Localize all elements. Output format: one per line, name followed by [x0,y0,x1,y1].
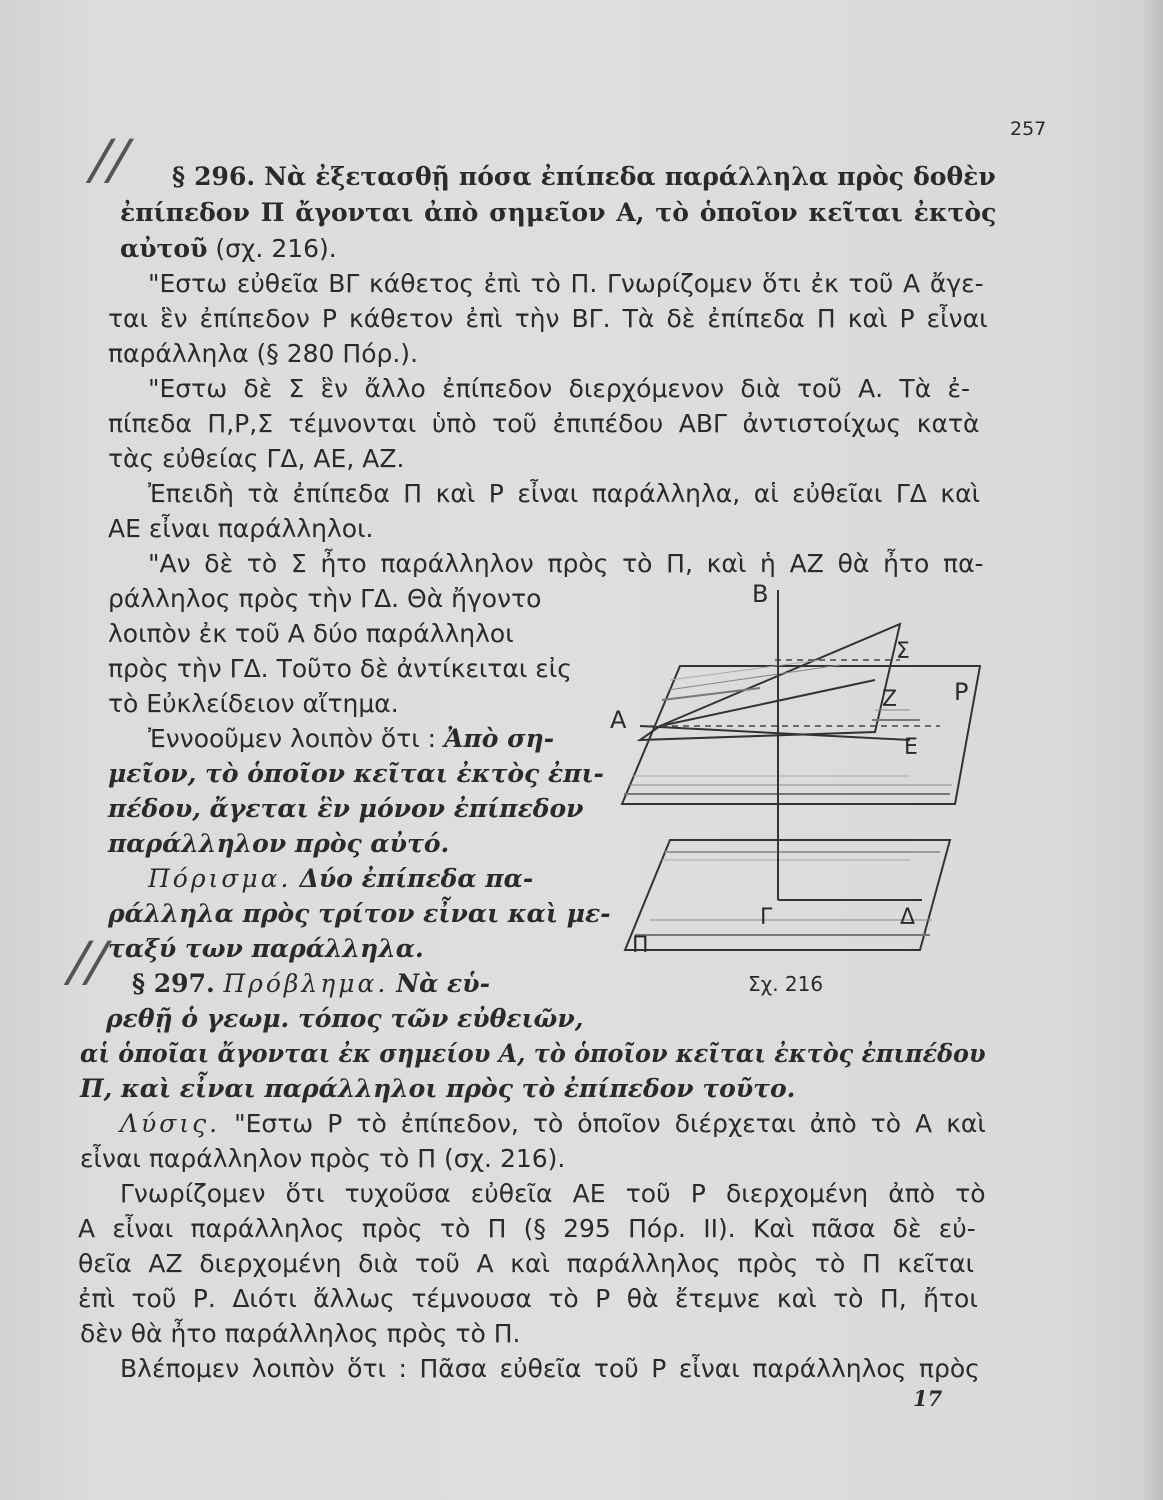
text-line [120,1352,980,1386]
text-segment: Ἐπειδὴ τὰ ἐπίπεδα Π καὶ Ρ εἶναι παράλληλα, αἱ εὐθεῖαι ΓΔ καὶ [148,479,981,508]
text-line [108,827,449,861]
footer-signature-number: 17 [913,1386,943,1411]
label-B: Β [752,580,769,608]
text-line [108,897,611,931]
text-segment: θεῖα ΑΖ διερχομένη διὰ τοῦ Α καὶ παράλληλος πρὸς τὸ Π κεῖται [78,1249,975,1278]
text-line [172,160,996,194]
margin-mark-1: // [83,128,137,191]
text-line [108,652,572,686]
text-segment: τὸ Εὐκλείδειον αἴτημα. [108,689,399,718]
text-line [120,232,337,266]
text-segment: ἐπίπεδον Π ἄγονται ἀπὸ σημεῖον Α, τὸ ὁποῖον κεῖται ἐκτὸς [120,198,997,227]
text-line [80,1317,520,1351]
text-segment: Νὰ εὑ- [396,969,490,998]
text-segment: παράλληλον πρὸς αὐτό. [108,829,450,858]
text-segment: παράλληλα (§ 280 Πόρ.). [108,339,419,368]
text-segment: ράλληλα πρὸς τρίτον εἶναι καὶ με- [108,899,611,928]
text-line [106,1002,583,1036]
label-G: Γ [760,905,773,930]
text-segment: πρὸς τὴν ΓΔ. Τοῦτο δὲ ἀντίκειται εἰς [108,654,572,683]
margin-mark-2: // [61,930,115,993]
text-line [108,617,514,651]
text-line [78,1282,978,1316]
text-segment: Πόρισμα. [148,864,292,893]
text-line [108,792,583,826]
text-segment: αἱ ὁποῖαι ἄγονται ἐκ σημείου Α, τὸ ὁποῖον κεῖται ἐκτὸς ἐπιπέδου [80,1039,986,1068]
text-segment: λοιπὸν ἐκ τοῦ Α δύο παράλληλοι [108,619,514,648]
text-segment: ρεθῇ ὁ γεωμ. τόπος τῶν εὐθειῶν, [106,1004,584,1033]
text-segment: Πρόβλημα. [223,969,389,998]
text-line [78,1247,974,1281]
text-segment: τὰς εὐθείας ΓΔ, ΑΕ, ΑΖ. [108,444,405,473]
label-S: Σ [896,639,910,664]
text-segment: ταξύ των παράλληλα. [108,934,424,963]
text-segment: "Αν δὲ τὸ Σ ἦτο παράλληλον πρὸς τὸ Π, καὶ ἡ ΑΖ θὰ ἦτο πα- [148,549,984,578]
text-segment: § 297. [132,969,224,998]
page-number: 257 [1010,118,1047,140]
text-segment: μεῖον, τὸ ὁποῖον κεῖται ἐκτὸς ἐπι- [108,759,604,788]
text-line [108,757,604,791]
label-D: Δ [900,905,916,930]
text-segment: "Εστω εὐθεῖα ΒΓ κάθετος ἐπὶ τὸ Π. Γνωρίζομεν ὅτι ἐκ τοῦ Α ἄγε- [148,269,984,298]
text-line [108,407,980,441]
text-segment: § 296. Νὰ ἐξετασθῇ πόσα ἐπίπεδα παράλληλα πρὸς δοθὲν [172,162,996,191]
label-Pi: Π [632,933,649,958]
text-segment: (σχ. 216). [207,234,337,263]
figure-caption: Σχ. 216 [748,972,824,996]
text-segment: Ἀπὸ ση- [444,724,555,753]
label-P: Ρ [954,678,969,706]
text-segment: Ἐννοοῦμεν λοιπὸν ὅτι : [148,724,445,753]
text-segment: ἐπὶ τοῦ Ρ. Διότι ἄλλως τέμνουσα τὸ Ρ θὰ ἔτεμνε καὶ τὸ Π, ἤτοι [78,1284,978,1313]
text-line [78,1212,976,1246]
text-line [80,1072,795,1106]
text-line [132,967,490,1001]
text-segment: Α εἶναι παράλληλος πρὸς τὸ Π (§ 295 Πόρ. ΙΙ). Καὶ πᾶσα δὲ εὐ- [78,1214,976,1243]
label-E: Ε [904,735,918,760]
text-segment: πέδου, ἄγεται ἓν μόνον ἐπίπεδον [108,794,584,823]
text-line [80,1142,565,1176]
label-A: Α [610,706,627,734]
text-segment: ΑΕ εἶναι παράλληλοι. [108,514,374,543]
text-line [108,337,418,371]
text-line [108,687,399,721]
figure-216 [610,580,1010,1000]
text-line [148,267,984,301]
label-Z: Ζ [882,687,898,712]
text-line [108,582,541,616]
text-segment: Γνωρίζομεν ὅτι τυχοῦσα εὐθεῖα ΑΕ τοῦ Ρ διερχομένη ἀπὸ τὸ [120,1179,986,1208]
text-segment: "Εστω Ρ τὸ ἐπίπεδον, τὸ ὁποῖον διέρχεται ἀπὸ τὸ Α καὶ [220,1109,986,1138]
text-segment: Βλέπομεν λοιπὸν ὅτι : Πᾶσα εὐθεῖα τοῦ Ρ εἶναι παράλληλος πρὸς [120,1354,980,1383]
text-line [108,302,988,336]
page-edge-shadow [1145,0,1163,1500]
text-line [148,372,970,406]
text-line [80,1037,986,1071]
text-line [148,862,533,896]
text-segment: πίπεδα Π,Ρ,Σ τέμνονται ὑπὸ τοῦ ἐπιπέδου ΑΒΓ ἀντιστοίχως κατὰ [108,409,980,438]
text-segment: ράλληλος πρὸς τὴν ΓΔ. Θὰ ἤγοντο [108,584,542,613]
text-segment: Λύσις. [120,1109,221,1138]
text-line [120,1107,986,1141]
text-line [148,547,984,581]
text-line [120,196,996,230]
text-line [108,932,424,966]
text-line [108,512,373,546]
text-segment: δὲν θὰ ἦτο παράλληλος πρὸς τὸ Π. [80,1319,521,1348]
text-segment: Π, καὶ εἶναι παράλληλοι πρὸς τὸ ἐπίπεδον τοῦτο. [80,1074,796,1103]
text-segment: Δύο ἐπίπεδα πα- [299,864,534,893]
text-segment: ται ἓν ἐπίπεδον Ρ κάθετον ἐπὶ τὴν ΒΓ. Τὰ δὲ ἐπίπεδα Π καὶ Ρ εἶναι [108,304,988,333]
text-segment: "Εστω δὲ Σ ἓν ἄλλο ἐπίπεδον διερχόμενον διὰ τοῦ Α. Τὰ ἐ- [148,374,971,403]
text-segment: αὐτοῦ [120,234,208,263]
text-segment: εἶναι παράλληλον πρὸς τὸ Π (σχ. 216). [80,1144,566,1173]
text-line [108,442,404,476]
text-line [148,477,980,511]
text-line [120,1177,986,1211]
text-line [148,722,554,756]
plane-pi [625,840,950,950]
